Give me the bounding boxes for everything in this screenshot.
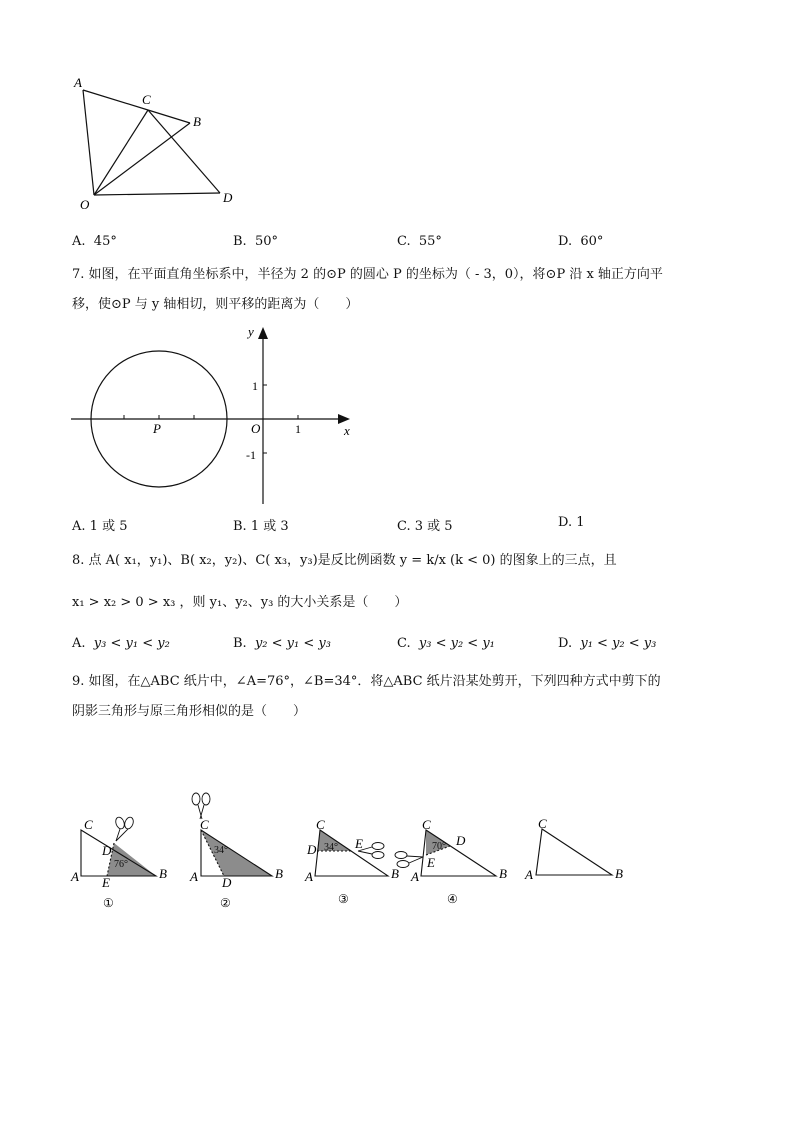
svg-text:B: B <box>391 866 399 881</box>
svg-text:A: A <box>71 869 79 884</box>
q8-option-b[interactable]: B. y₂ < y₁ < y₃ <box>233 636 331 651</box>
figure-5 <box>524 816 623 882</box>
svg-text:D: D <box>222 875 232 890</box>
svg-text:C: C <box>84 817 93 832</box>
q8-option-d[interactable]: D. y₁ < y₂ < y₃ <box>558 636 657 651</box>
figure-4 <box>395 817 507 906</box>
svg-text:D: D <box>102 843 112 858</box>
svg-text:B: B <box>615 866 623 881</box>
segment-OD <box>94 193 220 195</box>
fig1-number: ① <box>103 896 114 910</box>
q7-stem-line1: 7. 如图，在平面直角坐标系中，半径为 2 的⊙P 的圆心 P 的坐标为（ - 3，0），将⊙P 沿 x 轴正方向平 <box>72 267 663 282</box>
svg-text:A: A <box>411 869 419 884</box>
svg-text:C: C <box>422 817 431 832</box>
svg-text:D: D <box>307 842 317 857</box>
q6-option-d[interactable]: D. 60° <box>558 234 604 249</box>
tick-label-x1: 1 <box>295 422 301 436</box>
label-A: A <box>74 75 82 90</box>
fig3-number: ③ <box>338 892 349 906</box>
label-D: D <box>223 190 233 205</box>
q8-option-c[interactable]: C. y₃ < y₂ < y₁ <box>397 636 495 651</box>
q7-option-a[interactable]: A. 1 或 5 <box>72 519 128 534</box>
figure-q7 <box>66 322 366 512</box>
scissors-icon <box>192 793 210 819</box>
svg-text:70°: 70° <box>432 841 446 852</box>
svg-text:E: E <box>102 875 110 890</box>
q9-stem-line2: 阴影三角形与原三角形相似的是（ ） <box>72 704 307 719</box>
q8-option-a[interactable]: A. y₃ < y₁ < y₂ <box>72 636 170 651</box>
svg-text:34°: 34° <box>214 845 228 856</box>
label-B: B <box>193 114 201 129</box>
scissors-icon <box>114 816 135 841</box>
q7-option-b[interactable]: B. 1 或 3 <box>233 519 289 534</box>
segment-AC <box>83 90 148 110</box>
q7-option-c[interactable]: C. 3 或 5 <box>397 519 453 534</box>
x-axis-label: x <box>344 423 350 438</box>
q8-stem-line2: x₁ > x₂ > 0 > x₃ ，则 y₁、y₂、y₃ 的大小关系是（ ） <box>72 595 408 610</box>
fig4-number: ④ <box>447 892 458 906</box>
y-axis-arrow <box>258 327 268 339</box>
fig2-number: ② <box>220 896 231 910</box>
origin-label: O <box>251 421 261 436</box>
q6-option-a[interactable]: A. 45° <box>72 234 117 249</box>
svg-text:C: C <box>200 817 209 832</box>
figure-1 <box>70 816 167 910</box>
svg-text:B: B <box>275 866 283 881</box>
svg-text:C: C <box>538 816 547 831</box>
figure-2 <box>189 793 283 910</box>
q8-stem-line1: 8. 点 A( x₁，y₁)、B( x₂，y₂)、C( x₃，y₃)是反比例函数 y = k/x (k < 0) 的图象上的三点，且 <box>72 553 617 568</box>
figure-3 <box>304 817 399 906</box>
svg-text:76°: 76° <box>114 859 128 870</box>
tick-label-y1: 1 <box>252 379 258 393</box>
q7-option-d[interactable]: D. 1 <box>558 515 585 530</box>
svg-text:D: D <box>456 833 466 848</box>
svg-text:A: A <box>305 869 313 884</box>
svg-text:A: A <box>190 869 198 884</box>
segment-CO <box>94 110 148 195</box>
segment-AO <box>83 90 94 195</box>
q6-option-c[interactable]: C. 55° <box>397 234 442 249</box>
y-axis-label: y <box>248 324 254 339</box>
segment-CD <box>148 110 220 193</box>
svg-text:34°: 34° <box>324 842 338 853</box>
segment-BO <box>94 123 190 195</box>
svg-text:E: E <box>427 855 435 870</box>
svg-text:C: C <box>316 817 325 832</box>
center-P-label: P <box>153 421 161 436</box>
figure-q9 <box>62 785 642 915</box>
svg-text:B: B <box>159 866 167 881</box>
label-O: O <box>80 197 90 212</box>
label-C: C <box>142 92 151 107</box>
q7-stem-line2: 移，使⊙P 与 y 轴相切，则平移的距离为（ ） <box>72 297 359 312</box>
tick-label-yneg1: -1 <box>246 448 256 462</box>
figure-q6 <box>70 70 260 220</box>
svg-text:B: B <box>499 866 507 881</box>
scissors-icon <box>395 852 423 868</box>
q9-stem-line1: 9. 如图，在△ABC 纸片中，∠A=76°，∠B=34°．将△ABC 纸片沿某处剪开，下列四种方式中剪下的 <box>72 674 661 689</box>
q6-option-b[interactable]: B. 50° <box>233 234 278 249</box>
svg-text:E: E <box>355 836 363 851</box>
svg-text:A: A <box>525 867 533 882</box>
